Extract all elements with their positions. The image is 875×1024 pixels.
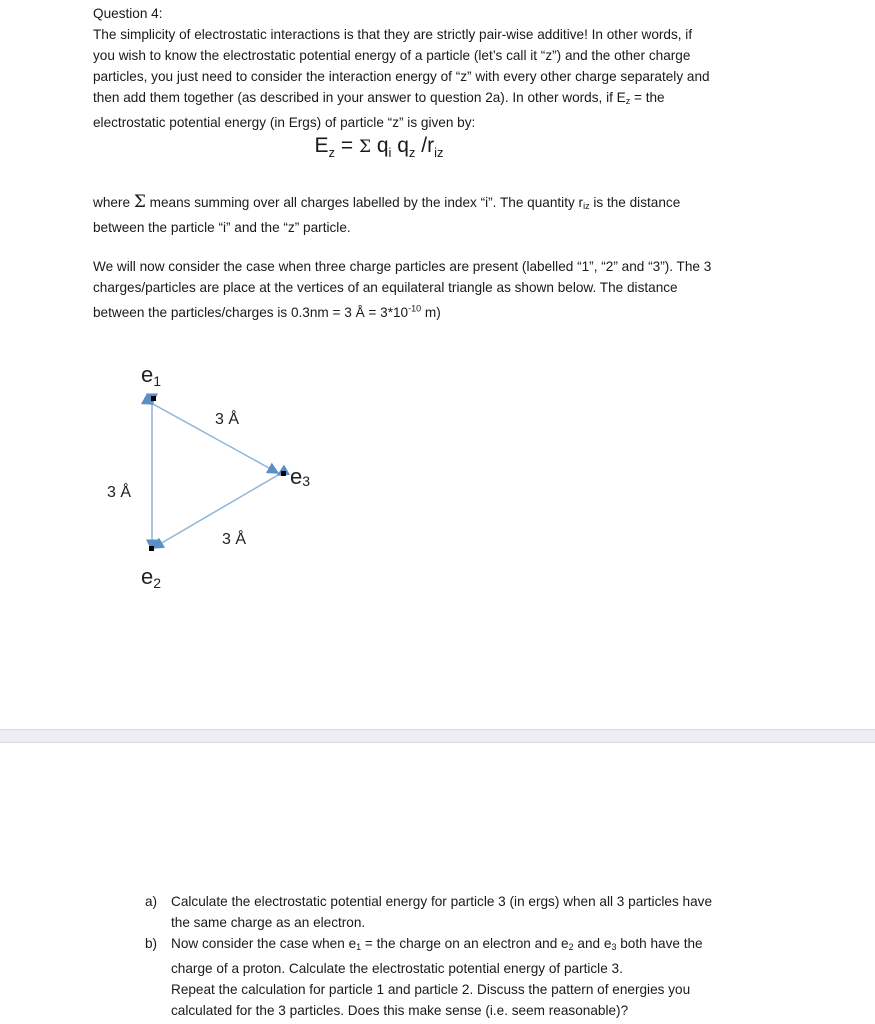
intro-line-1: The simplicity of electrostatic interactions is that they are strictly pair-wise additive! In other words, if: [93, 27, 693, 42]
case-line-3: between the particles/charges is 0.3nm = 3 Å = $3*10^{-10}$ m): [93, 303, 441, 320]
question-a: a) Calculate the electrostatic potential energy for particle 3 (in ergs) when all 3 particles have the same charge as an electron.: [171, 891, 771, 933]
label-e2: e2: [141, 564, 162, 591]
intro-line-5: electrostatic potential energy (in Ergs) of particle “z” is given by:: [93, 115, 476, 130]
intro-line-2: you wish to know the electrostatic potential energy of a particle (let’s call it “z”) and the other charge: [93, 48, 691, 63]
intro-line-4: then add them together (as described in your answer to question 2a). In other words, if Ez = the: [93, 90, 665, 106]
question-b: b) Now consider the case when e1 = the charge on an electron and e2 and e3 both have the charge of a proton. Calculate the electrostatic potential energy of particle 3. Repeat the calculation for particle 1 and particle 2. Discuss the pattern of energies you calculated for the 3 particles. Does this make sense (i.e. seem reasonable)?: [171, 933, 771, 1021]
charge-dot-e1: [151, 396, 156, 401]
intro-paragraph: [93, 24, 783, 133]
label-side-left: 3 Å: [107, 484, 132, 501]
label-side-bottom: 3 Å: [222, 531, 247, 548]
charge-dot-e2: [149, 546, 154, 551]
case-line-1: We will now consider the case when three charge particles are present (labelled “1”, “2” and “3”). The 3: [93, 259, 712, 274]
where-line-2: between the particle “i” and the “z” particle.: [93, 220, 351, 235]
charge-dot-e3: [281, 471, 286, 476]
where-paragraph: [93, 192, 783, 238]
label-e1: e1: [141, 362, 162, 389]
question-heading: Question 4:: [93, 6, 163, 21]
sigma-symbol-inline: Σ: [133, 192, 146, 212]
where-line-1: where Σ means summing over all charges labelled by the index “i”. The quantity riz is the distance: [93, 192, 681, 212]
label-side-top: 3 Å: [215, 411, 240, 428]
question-b-marker: b): [145, 936, 158, 951]
case-line-2: charges/particles are place at the vertices of an equilateral triangle as shown below. The distance: [93, 280, 678, 295]
label-e3: e3: [290, 464, 311, 489]
case-paragraph: [93, 256, 783, 323]
triangle-diagram: [95, 360, 335, 600]
question-a-marker: a): [145, 894, 158, 909]
intro-line-3: particles, you just need to consider the interaction energy of “z” with every other charge separately and: [93, 69, 710, 84]
question-list: [145, 891, 771, 1021]
sigma-symbol: Σ: [358, 137, 371, 157]
side-e3-e2: [153, 475, 278, 548]
page-break: [0, 729, 875, 743]
energy-formula: $E_z = \Sigma$ $q_i$ $q_z$ $/r_{iz}$: [314, 134, 444, 161]
